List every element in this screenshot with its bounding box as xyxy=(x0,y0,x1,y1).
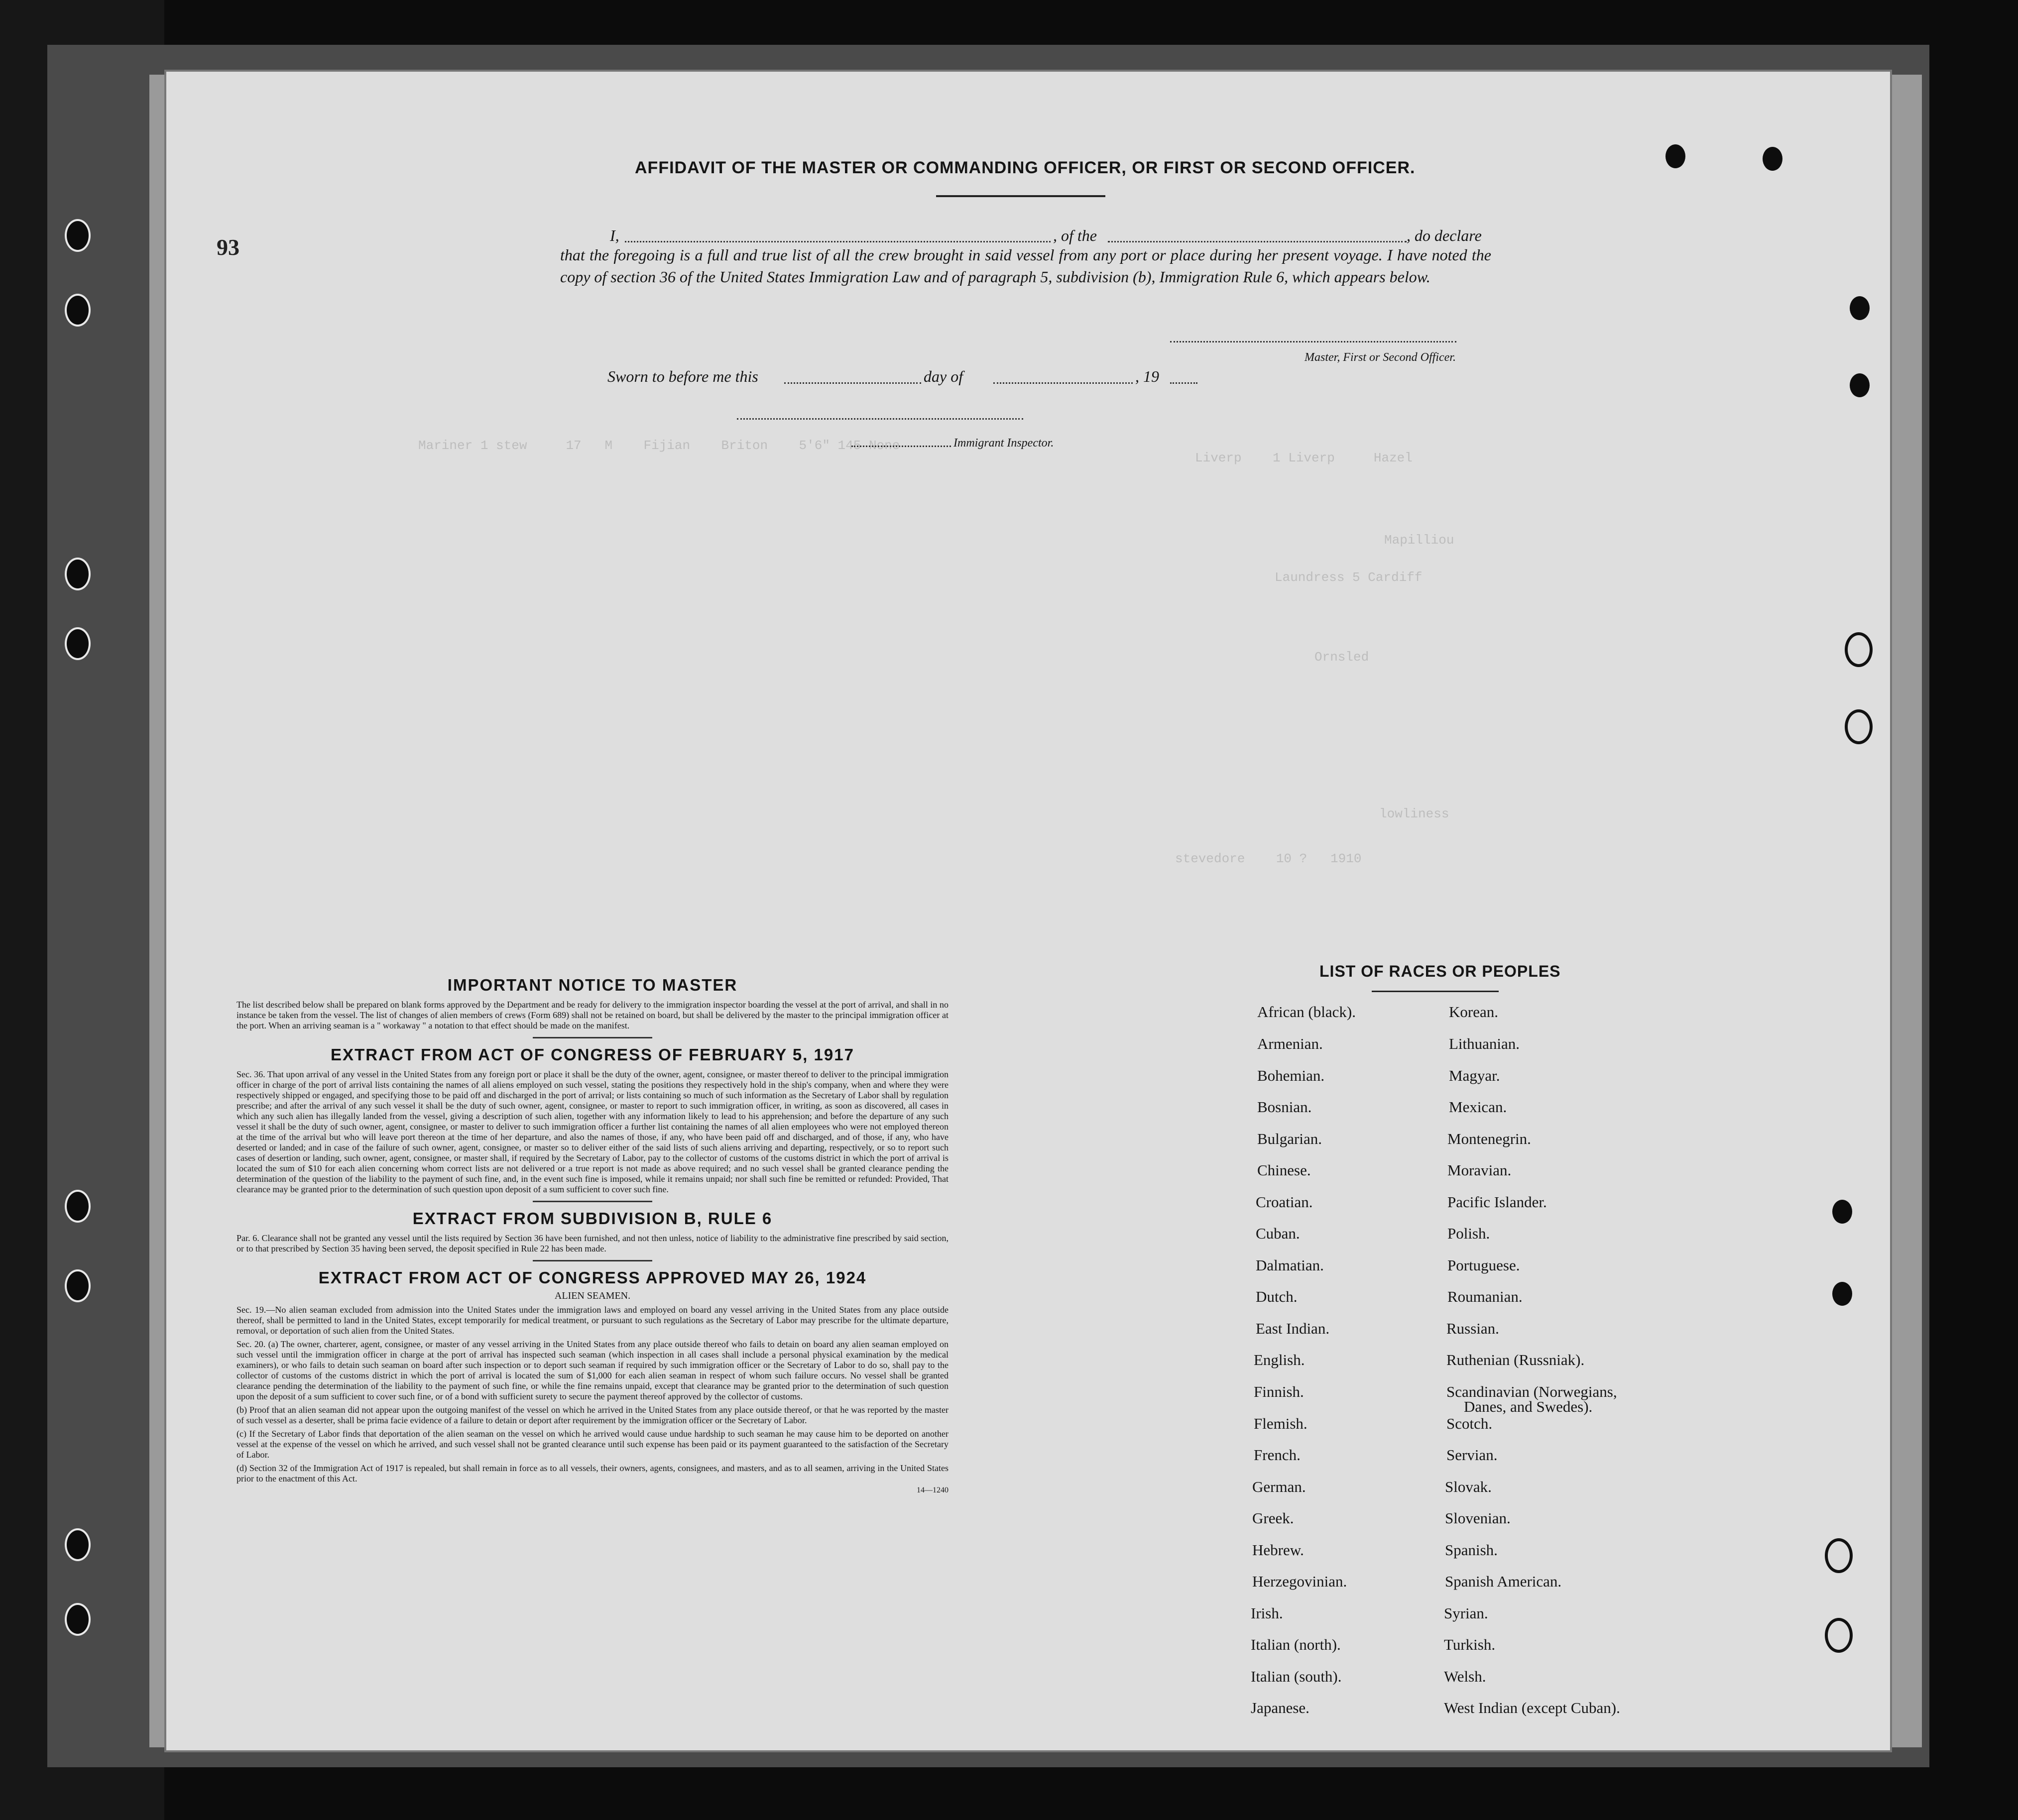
race-item: Flemish. xyxy=(1254,1415,1307,1432)
race-item: Chinese. xyxy=(1257,1161,1311,1179)
punch-hole-icon xyxy=(65,1528,91,1561)
race-item: East Indian. xyxy=(1256,1320,1330,1337)
race-item: Russian. xyxy=(1446,1320,1499,1337)
race-item: Irish. xyxy=(1251,1604,1283,1622)
race-item: Dalmatian. xyxy=(1256,1256,1324,1274)
race-item: Welsh. xyxy=(1444,1668,1486,1685)
race-item: Japanese. xyxy=(1251,1699,1309,1716)
races-rule xyxy=(1372,991,1499,992)
bleed-through: Laundress 5 Cardiff xyxy=(1275,570,1423,585)
extract-1924-sec20a: Sec. 20. (a) The owner, charterer, agent, consignee, or master of any vessel arriving in the United States from any place outside thereof who fails to detain on board any alien seaman employed on such vessel until the immigration officer in charge at the port of arrival has inspected such seaman (which inspection in all cases shall include a personal physical examination by the medical examiners), or who fails to detain such seaman on board after such inspection or to deport such seaman if required by such immigration officer or the Secretary of Labor to do so, shall pay to the collector of customs of the customs district in which the port of arrival is located the sum of $1,000 for each alien seaman in respect of whom such failure occurs. No vessel shall be granted clearance pending the determination of the liability to the payment of such fine, or while the fine remains unpaid, except that clearance may be granted prior to the determination of such question upon the deposit of a sum sufficient to cover such fine, or of a bond with sufficient surety to secure the payment thereof approved by the collector of customs. xyxy=(237,1339,949,1401)
extract-1924-title: EXTRACT FROM ACT OF CONGRESS APPROVED MAY 26, 1924 xyxy=(318,1268,867,1287)
bleed-through: Ornsled xyxy=(1314,650,1369,665)
punch-hole-icon xyxy=(1825,1538,1853,1573)
race-item: Bosnian. xyxy=(1257,1098,1312,1116)
race-item: African (black). xyxy=(1257,1003,1356,1021)
sworn-day-line xyxy=(784,382,921,384)
officer-name-line xyxy=(625,241,1051,242)
bleed-through: stevedore 10 ? 1910 xyxy=(1175,851,1362,866)
punch-hole-icon xyxy=(1825,1618,1853,1653)
race-item: Armenian. xyxy=(1257,1035,1323,1052)
race-item: Moravian. xyxy=(1447,1161,1512,1179)
extract-1924-sec20c: (c) If the Secretary of Labor finds that deportation of the alien seaman on the vessel on which he arrived would cause undue hardship to such seaman he may cause him to be deported on another vessel at the expense of the vessel on which he arrived, and such vessel shall not be granted clearance until such expense has been paid or its payment guaranteed to the satisfaction of the Secretary of Labor. xyxy=(237,1429,949,1460)
affidavit-paragraph: that the foregoing is a full and true list of all the crew brought in said vessel from any port or place during her present voyage. I have noted the copy of section 36 of the United States Immigration Law and of paragraph 5, subdivision (b), Immigration Rule 6, which appears below. xyxy=(560,246,1491,286)
race-item: Mexican. xyxy=(1449,1098,1507,1116)
title-rule xyxy=(936,195,1105,197)
sworn-prefix: Sworn to before me this xyxy=(607,367,758,385)
race-item: Scandinavian (Norwegians, xyxy=(1446,1383,1617,1400)
important-notice-text: The list described below shall be prepared on blank forms approved by the Department and be ready for delivery to the immigration inspector boarding the vessel at the port of arrival, and shall in no instance be taken from the vessel. The list of changes of alien members of crews (Form 689) shall not be retained on board, but shall be delivered by the master to the principal immigration officer at the port. When an arriving seaman is a " workaway " a notation to that effect should be made on the manifest. xyxy=(237,1000,949,1030)
punch-hole-icon xyxy=(65,1190,91,1223)
bleed-through: Liverp 1 Liverp Hazel xyxy=(1195,451,1413,465)
punch-hole-icon xyxy=(1832,1200,1852,1224)
punch-hole-icon xyxy=(1665,144,1685,168)
bleed-through: lowliness xyxy=(1379,806,1449,821)
race-item: Cuban. xyxy=(1256,1225,1300,1242)
punch-hole-icon xyxy=(65,294,91,327)
race-item: Spanish. xyxy=(1445,1541,1498,1559)
inspector-name-line xyxy=(851,446,951,447)
section-rule xyxy=(533,1037,652,1038)
punch-hole-icon xyxy=(65,219,91,252)
extract-1924-sec20b: (b) Proof that an alien seaman did not appear upon the outgoing manifest of the vessel on which he arrived in the United States from any place outside thereof, or that he was reported by the master of such vessel as a deserter, shall be prima facie evidence of a failure to detain or deport after requirement by the immigration officer or the Secretary of Labor. xyxy=(237,1405,949,1425)
punch-hole-icon xyxy=(65,627,91,660)
document-page xyxy=(164,70,1892,1752)
race-item: Montenegrin. xyxy=(1447,1130,1531,1147)
race-item: Bohemian. xyxy=(1257,1067,1325,1084)
race-item: Slovak. xyxy=(1445,1478,1492,1495)
affidavit-of-the: , of the xyxy=(1053,227,1097,244)
race-item: Slovenian. xyxy=(1445,1509,1511,1527)
race-item: Greek. xyxy=(1252,1509,1294,1527)
race-item: Danes, and Swedes). xyxy=(1464,1398,1593,1415)
punch-hole-icon xyxy=(1850,296,1870,320)
race-item: Korean. xyxy=(1449,1003,1498,1021)
race-item: Ruthenian (Russniak). xyxy=(1446,1351,1585,1368)
page-mark: 93 xyxy=(217,234,239,260)
affidavit-title: AFFIDAVIT OF THE MASTER OR COMMANDING OFFICER, OR FIRST OR SECOND OFFICER. xyxy=(635,158,1416,177)
race-item: Turkish. xyxy=(1444,1636,1496,1653)
race-item: Croatian. xyxy=(1256,1193,1313,1211)
extract-rule6-text: Par. 6. Clearance shall not be granted any vessel until the lists required by Section 36 have been furnished, and not then unless, notice of liability to the administrative fine prescribed by said section, or to that prescribed by Section 35 having been served, the deposit specified in Rule 22 has been made. xyxy=(237,1233,949,1253)
extract-1924-sec19: Sec. 19.—No alien seaman excluded from admission into the United States under the immigration laws and employed on board any vessel arriving in the United States from any place outside thereof, shall be permitted to land in the United States, except temporarily for medical treatment, or pursuant to such regulations as the Secretary of Labor may prescribe for the ultimate departure, removal, or deportation of such alien from the United States. xyxy=(237,1305,949,1336)
section-rule xyxy=(533,1260,652,1261)
vessel-name-line xyxy=(1108,241,1407,242)
inspector-label: Immigrant Inspector. xyxy=(953,437,1054,450)
bleed-through: Mariner 1 stew 17 M Fijian Briton 5'6" 145 None xyxy=(418,438,900,453)
punch-hole-icon xyxy=(65,558,91,590)
officer-signature-line xyxy=(1170,341,1456,342)
race-item: Dutch. xyxy=(1256,1288,1298,1305)
punch-hole-icon xyxy=(65,1269,91,1302)
signature-label: Master, First or Second Officer. xyxy=(1305,351,1456,364)
punch-hole-icon xyxy=(1763,147,1782,171)
races-title: LIST OF RACES OR PEOPLES xyxy=(1319,962,1561,980)
punch-hole-icon xyxy=(1832,1282,1852,1306)
race-item: Italian (south). xyxy=(1251,1668,1342,1685)
form-number: 14—1240 xyxy=(917,1486,949,1494)
race-item: Finnish. xyxy=(1254,1383,1304,1400)
inspector-signature-line xyxy=(737,418,1023,420)
affidavit-i: I, xyxy=(610,227,619,244)
race-item: West Indian (except Cuban). xyxy=(1444,1699,1620,1716)
punch-hole-icon xyxy=(1850,373,1870,397)
race-item: Lithuanian. xyxy=(1449,1035,1520,1052)
race-item: Italian (north). xyxy=(1251,1636,1341,1653)
race-item: Roumanian. xyxy=(1447,1288,1523,1305)
sworn-year-line xyxy=(1170,382,1197,384)
punch-hole-icon xyxy=(1845,709,1873,744)
extract-1917-title: EXTRACT FROM ACT OF CONGRESS OF FEBRUARY 5, 1917 xyxy=(331,1045,854,1064)
alien-seamen-subtitle: ALIEN SEAMEN. xyxy=(554,1290,631,1301)
sworn-month-line xyxy=(993,382,1133,384)
punch-hole-icon xyxy=(1845,632,1873,667)
race-item: Spanish American. xyxy=(1445,1573,1562,1590)
race-item: Scotch. xyxy=(1446,1415,1493,1432)
important-notice-title: IMPORTANT NOTICE TO MASTER xyxy=(447,976,738,994)
punch-hole-icon xyxy=(65,1603,91,1636)
race-item: Magyar. xyxy=(1449,1067,1500,1084)
notice-column xyxy=(237,976,949,1495)
race-item: German. xyxy=(1252,1478,1306,1495)
race-item: Bulgarian. xyxy=(1257,1130,1322,1147)
affidavit-declare: , do declare xyxy=(1407,227,1482,244)
extract-1917-text: Sec. 36. That upon arrival of any vessel in the United States from any foreign port or place it shall be the duty of the owner, agent, consignee, or master thereof to deliver to the principal immigration officer in charge of the port of arrival lists containing the names of all aliens employed on such vessel, stating the positions they respectively hold in the ship's company, when and where they were respectively shipped or engaged, and specifying those to be paid off and discharged in the port of arrival; or lists containing so much of such information as the Secretary of Labor shall by regulation prescribe; and after the arrival of any such vessel it shall be the duty of such owner, agent, consignee, or master to report to such immigration officer, in writing, as soon as discovered, all cases in which any such alien has illegally landed from the vessel, giving a description of such alien, together with any information likely to lead to his apprehension; and before the departure of any such vessel it shall be the duty of such owner, agent, consignee, or master to deliver to such immigration officer a further list containing the names of all alien employees who were not employed thereon at the time of the arrival but who will leave port thereon at the time of her departure, and also the names of those, if any, who have been paid off and discharged, and of those, if any, who have deserted or landed; and in case of the failure of such owner, agent, consignee, or master so to deliver either of the said lists of such aliens arriving and departing, respectively, or so to report such cases of desertion or landing, such owner, agent, consignee, or master shall, if required by the Secretary of Labor, pay to the collector of customs of the customs district in which the port of arrival is located the sum of $10 for each alien concerning whom correct lists are not delivered or a true report is not made as above required; and no such vessel shall be granted clearance pending the determination of the question of the liability to the payment of such fine, and, in the event such fine is imposed, while it remains unpaid; nor shall such fine be remitted or refunded: Provided, That clearance may be granted prior to the determination of such question upon deposit of a sum sufficient to cover such fine. xyxy=(237,1069,949,1194)
race-item: Herzegovinian. xyxy=(1252,1573,1347,1590)
sworn-year: , 19 xyxy=(1135,367,1159,385)
race-item: Polish. xyxy=(1447,1225,1490,1242)
section-rule xyxy=(533,1201,652,1202)
bleed-through: Mapilliou xyxy=(1384,533,1454,548)
race-item: Syrian. xyxy=(1444,1604,1488,1622)
race-item: French. xyxy=(1254,1446,1301,1464)
race-item: Portuguese. xyxy=(1447,1256,1520,1274)
race-item: Pacific Islander. xyxy=(1447,1193,1547,1211)
extract-rule6-title: EXTRACT FROM SUBDIVISION B, RULE 6 xyxy=(412,1209,773,1228)
race-item: Servian. xyxy=(1446,1446,1498,1464)
extract-1924-sec20d: (d) Section 32 of the Immigration Act of 1917 is repealed, but shall remain in force as to all vessels, their owners, agents, consignees, and masters, and as to all seamen, arriving in the United States prior to the enactment of this Act. xyxy=(237,1463,949,1483)
race-item: Hebrew. xyxy=(1252,1541,1304,1559)
race-item: English. xyxy=(1254,1351,1305,1368)
sworn-day-of: day of xyxy=(924,367,963,385)
